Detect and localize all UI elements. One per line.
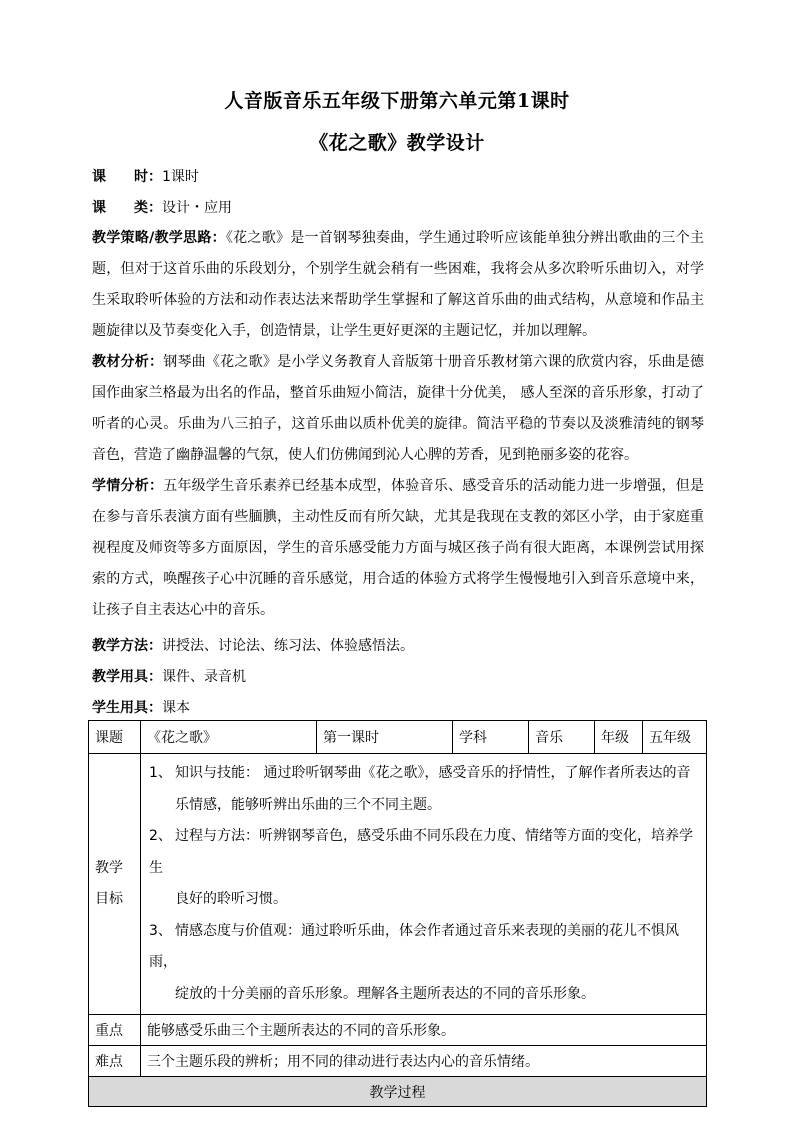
- goals-row: [89, 754, 707, 1015]
- tools-text: 课件、录音机: [162, 669, 246, 685]
- type-value: 设计・应用: [162, 200, 232, 216]
- type-label: 课 类：: [92, 200, 162, 216]
- table-cell: 《花之歌》: [141, 721, 317, 754]
- methods-label: 教学方法：: [92, 638, 162, 654]
- goal-item: [149, 916, 698, 1011]
- goals-content-cell: [141, 754, 707, 1015]
- process-header-row: [89, 1077, 707, 1107]
- type-line: [92, 197, 232, 217]
- tools-line: [92, 666, 246, 686]
- process-header: 教学过程: [89, 1077, 707, 1107]
- goal-line: 情感态度与价值观：通过聆听乐曲，体会作者通过音乐来表现的美丽的花儿不惧风雨，: [149, 922, 679, 970]
- tools-label: 教学用具：: [92, 669, 162, 685]
- student-tools-text: 课本: [162, 700, 190, 716]
- material-label: 教材分析：: [92, 354, 164, 370]
- material-paragraph: [92, 347, 704, 471]
- period-label: 课 时：: [92, 169, 162, 185]
- goal-line: 过程与方法：听辨钢琴音色，感受乐曲不同乐段在力度、情绪等方面的变化，培养学生: [149, 828, 693, 876]
- students-paragraph: [92, 471, 704, 626]
- goal-line: 知识与技能： 通过聆听钢琴曲《花之歌》，感受音乐的抒情性，了解作者所表达的音: [175, 765, 691, 781]
- table-cell: 音乐: [529, 721, 595, 754]
- students-label: 学情分析：: [92, 478, 164, 494]
- key-point-text: 能够感受乐曲三个主题所表达的不同的音乐形象。: [141, 1015, 707, 1046]
- difficulty-text: 三个主题乐段的辨析；用不同的律动进行表达内心的音乐情绪。: [141, 1046, 707, 1077]
- strategy-paragraph: [92, 223, 704, 347]
- strategy-text: 《花之歌》是一首钢琴独奏曲，学生通过聆听应该能单独分辨出歌曲的三个主题，但对于这首乐曲的乐段划分，个别学生就会稍有一些困难，我将会从多次聆听乐曲切入，对学生采取聆听体验的方法和动作表达法来帮助学生掌握和了解这首乐曲的曲式结构，从意境和作品主题旋律以及节奏变化入手，创造情景，让学生更好更深的主题记忆，并加以理解。: [92, 230, 704, 339]
- goal-line: 良好的聆听习惯。: [175, 891, 287, 907]
- document-subtitle: 《花之歌》教学设计: [309, 132, 485, 154]
- strategy-label: 教学策略/教学思路：: [92, 230, 226, 246]
- methods-line: [92, 635, 414, 655]
- period-value: 1课时: [162, 169, 199, 185]
- difficulty-row: [89, 1046, 707, 1077]
- material-text: 钢琴曲《花之歌》是小学义务教育人音版第十册音乐教材第六课的欣赏内容，乐曲是德国作曲家兰格最为出名的作品，整首乐曲短小简洁，旋律十分优美， 感人至深的音乐形象，打动了听者的心灵。乐曲为八三拍子，这首乐曲以质朴优美的旋律。简洁平稳的节奏以及淡雅清纯的钢琴音色，营造了幽静温馨的气氛，使人们仿佛闻到沁人心脾的芳香，见到艳丽多姿的花容。: [92, 354, 705, 463]
- table-cell: 第一课时: [317, 721, 453, 754]
- key-point-label: 重点: [89, 1015, 141, 1046]
- lesson-table: [88, 720, 707, 1107]
- goal-number: 1、: [149, 765, 172, 781]
- goals-label-cell: [89, 754, 141, 1015]
- table-header-row: [89, 721, 707, 754]
- goal-line: 绽放的十分美丽的音乐形象。理解各主题所表达的不同的音乐形象。: [175, 985, 595, 1002]
- goal-number: 3、: [149, 922, 172, 939]
- students-text: 五年级学生音乐素养已经基本成型，体验音乐、感受音乐的活动能力进一步增强，但是在参与音乐表演方面有些腼腆，主动性反而有所欠缺，尤其是我现在支教的郊区小学，由于家庭重视程度及师资等多方面原因，学生的音乐感受能力方面与城区孩子尚有很大距离，本课例尝试用探索的方式，唤醒孩子心中沉睡的音乐感觉，用合适的体验方式将学生慢慢地引入到音乐意境中来，让孩子自主表达心中的音乐。: [92, 478, 705, 618]
- goal-number: 2、: [149, 828, 172, 844]
- goal-item: [149, 821, 698, 916]
- key-point-row: [89, 1015, 707, 1046]
- goals-label-line: 教学: [95, 860, 123, 876]
- student-tools-label: 学生用具：: [92, 700, 162, 716]
- difficulty-label: 难点: [89, 1046, 141, 1077]
- document-title: 人音版音乐五年级下册第六单元第1课时: [224, 90, 570, 112]
- student-tools-line: [92, 697, 190, 717]
- table-cell: 课题: [89, 721, 141, 754]
- period-line: [92, 166, 199, 186]
- table-cell: 年级: [595, 721, 643, 754]
- table-cell: 五年级: [643, 721, 707, 754]
- goal-line: 乐情感，能够听辨出乐曲的三个不同主题。: [175, 796, 441, 813]
- goal-item: [149, 758, 698, 821]
- methods-text: 讲授法、讨论法、练习法、体验感悟法。: [162, 638, 414, 654]
- goals-label-line: 目标: [95, 891, 123, 907]
- table-cell: 学科: [453, 721, 529, 754]
